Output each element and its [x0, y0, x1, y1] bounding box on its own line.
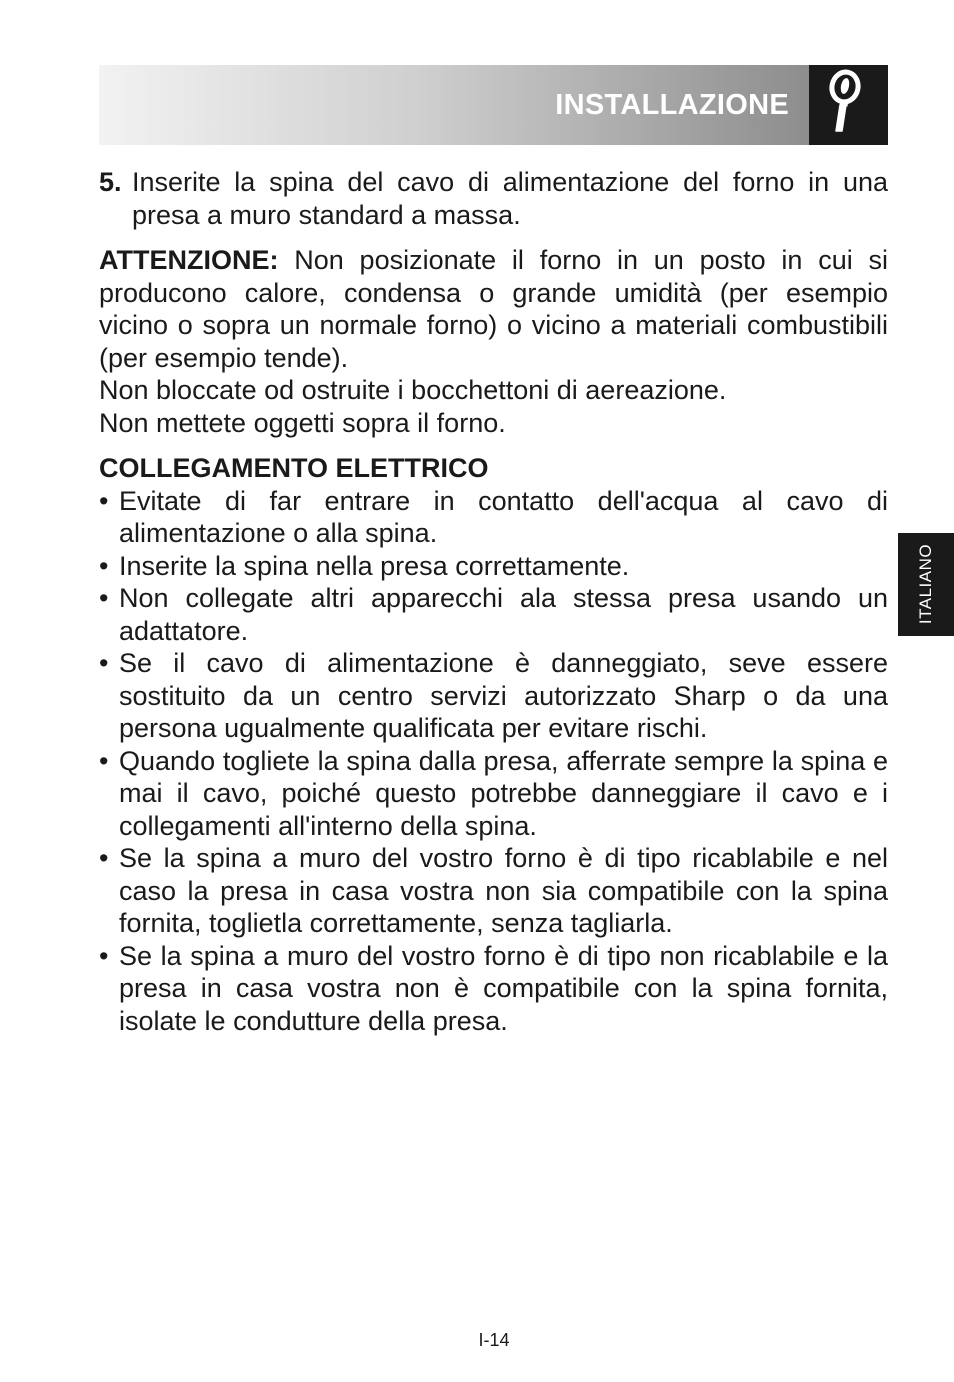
section-heading: COLLEGAMENTO ELETTRICO — [99, 453, 489, 483]
list-item: • Inserite la spina nella presa correttamente. — [99, 550, 630, 581]
bullet-icon: • — [99, 550, 109, 581]
step-text: Inserite la spina del cavo di alimentazione del forno in una presa a muro standard a massa. — [132, 167, 888, 230]
bullet-icon: • — [99, 648, 109, 678]
step-5 — [99, 166, 888, 231]
warning-label: ATTENZIONE: — [99, 245, 279, 275]
language-tab — [898, 533, 954, 636]
warning-block — [99, 244, 888, 439]
wrench-icon — [823, 69, 863, 141]
list-item: • Evitate di far entrare in contatto dell'acqua al cavo di alimentazione o alla spina. — [99, 485, 888, 548]
page-content — [99, 166, 888, 1037]
bullet-icon: • — [99, 940, 109, 971]
bullet-icon: • — [99, 843, 109, 873]
list-item: • Se il cavo di alimentazione è danneggiato, seve essere sostituito da un centro servizi autorizzato Sharp o da una persona ugualmente qualificata per evitare rischi. — [99, 648, 888, 743]
section-header — [99, 65, 809, 145]
section-title: INSTALLAZIONE — [555, 89, 789, 121]
warning-text: Non posizionate il forno in un posto in cui si producono calore, condensa o grande umidità (per esempio vicino o sopra un normale forno) o vicino a materiali combustibili (per esempio tende). — [99, 245, 888, 373]
warning-line-2: Non bloccate od ostruite i bocchettoni di aereazione. — [99, 375, 727, 405]
header-icon-box — [809, 65, 888, 145]
warning-line-3: Non mettete oggetti sopra il forno. — [99, 407, 506, 438]
bullet-icon: • — [99, 583, 109, 613]
page-number: I-14 — [478, 1330, 510, 1350]
list-item: • Se la spina a muro del vostro forno è di tipo non ricablabile e la presa in casa vostra non è compatibile con la spina fornita, isolate le condutture della presa. — [99, 940, 888, 1036]
bullet-icon: • — [99, 745, 109, 776]
language-tab-label: ITALIANO — [916, 543, 935, 625]
list-item: • Quando togliete la spina dalla presa, afferrate sempre la spina e mai il cavo, poiché questo potrebbe danneggiare il cavo e i collegamenti all'interno della spina. — [99, 745, 888, 841]
bullet-icon: • — [99, 485, 109, 516]
list-item: • Se la spina a muro del vostro forno è di tipo ricablabile e nel caso la presa in casa vostra non sia compatibile con la spina fornita, toglietla correttamente, senza tagliarla. — [99, 843, 888, 938]
step-number: 5. — [99, 167, 122, 197]
list-item: • Non collegate altri apparecchi ala stessa presa usando un adattatore. — [99, 583, 888, 646]
bullet-list — [99, 485, 888, 1038]
